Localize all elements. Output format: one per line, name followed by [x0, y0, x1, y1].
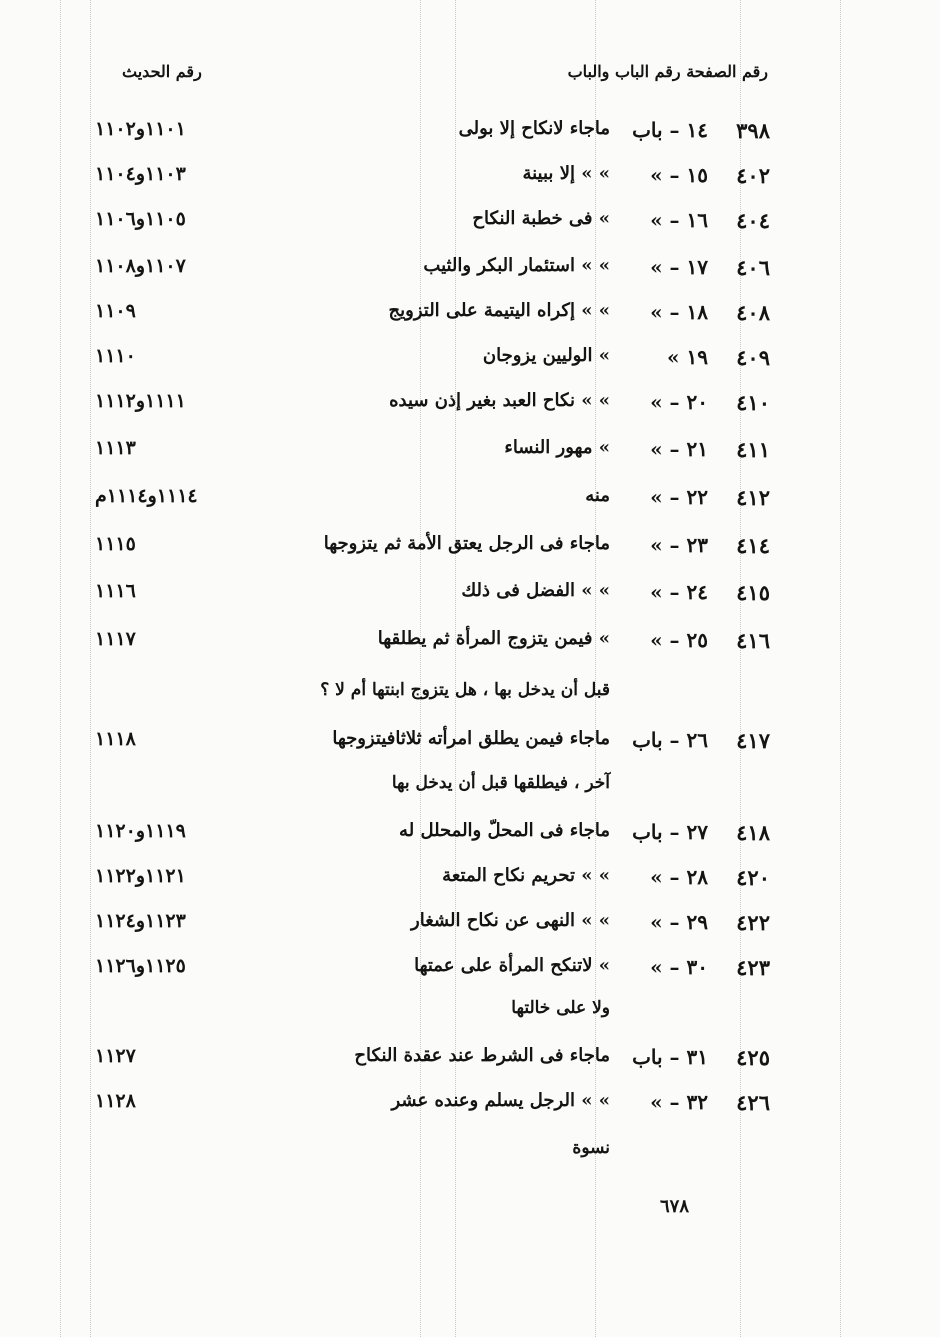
hadith-number-cell: ١١٢٣و١١٢٤: [95, 910, 186, 932]
chapter-number-cell: ٢١ – »: [650, 437, 708, 461]
page-number-cell: ٤٢٠: [736, 865, 770, 890]
chapter-title-cell: » الوليين يزوجان: [482, 345, 610, 366]
chapter-number-cell: ٢٠ – »: [650, 390, 708, 414]
chapter-number-cell: ١٥ – »: [650, 163, 708, 187]
chapter-number-cell: ٣١ – باب: [632, 1045, 708, 1069]
table-row: [0, 820, 940, 864]
table-row: [0, 580, 940, 624]
page-number-cell: ٤١٠: [736, 390, 770, 415]
chapter-title-cell: » » نكاح العبد بغير إذن سيده: [389, 390, 610, 411]
chapter-title-cell: » فيمن يتزوج المرأة ثم يطلقها: [377, 628, 610, 649]
chapter-title-cell: » مهور النساء: [504, 437, 610, 458]
continuation-line: ولا على خالتها: [511, 998, 610, 1018]
chapter-number-cell: ٣٠ – »: [650, 955, 708, 979]
page-number-cell: ٤٢٢: [736, 910, 770, 935]
chapter-number-cell: ٢٤ – »: [650, 580, 708, 604]
hadith-number-cell: ١١١٣: [95, 437, 136, 459]
chapter-title-cell: » فى خطبة النكاح: [472, 208, 610, 229]
chapter-number-cell: ٢٩ – »: [650, 910, 708, 934]
chapter-title-cell: ماجاء فيمن يطلق امرأته ثلاثافيتزوجها: [332, 728, 610, 749]
page-number-cell: ٤٠٢: [736, 163, 770, 188]
table-row: [0, 208, 940, 252]
chapter-number-cell: ٢٣ – »: [650, 533, 708, 557]
continuation-line: نسوة: [572, 1138, 610, 1158]
hadith-number-cell: ١١١١و١١١٢: [95, 390, 186, 412]
table-row: [0, 118, 940, 162]
page-number-cell: ٤١٦: [736, 628, 770, 653]
table-row: [0, 728, 940, 772]
table-row: [0, 390, 940, 434]
page-number-cell: ٤١٤: [736, 533, 770, 558]
hadith-number-cell: ١١٢٨: [95, 1090, 136, 1112]
header-page-chapter-label: رقم الصفحة رقم الباب والباب: [567, 62, 768, 81]
chapter-title-cell: » » استئمار البكر والثيب: [423, 255, 610, 276]
hadith-number-cell: ١١١٧: [95, 628, 136, 650]
table-row: [0, 345, 940, 389]
page-number-cell: ٤٢٦: [736, 1090, 770, 1115]
hadith-number-cell: ١١٢٧: [95, 1045, 136, 1067]
hadith-number-cell: ١١٠٧و١١٠٨: [95, 255, 186, 277]
hadith-number-cell: ١١٠٩: [95, 300, 136, 322]
table-row: [0, 628, 940, 672]
page-number-cell: ٤١٧: [736, 728, 770, 753]
hadith-number-cell: ١١٠١و١١٠٢: [95, 118, 186, 140]
chapter-number-cell: ٢٦ – باب: [632, 728, 708, 752]
page-number-cell: ٤١٨: [736, 820, 770, 845]
chapter-title-cell: » » الفضل فى ذلك: [461, 580, 610, 601]
continuation-line: آخر ، فيطلقها قبل أن يدخل بها: [391, 773, 610, 793]
chapter-number-cell: ١٩ »: [667, 345, 708, 369]
table-row: [0, 1045, 940, 1089]
header-hadith-number-label: رقم الحديث: [122, 62, 202, 81]
table-row: [0, 163, 940, 207]
chapter-number-cell: ٢٥ – »: [650, 628, 708, 652]
table-row: [0, 955, 940, 999]
chapter-title-cell: ماجاء لانكاح إلا بولى: [458, 118, 610, 139]
chapter-title-cell: ماجاء فى المحلّ والمحلل له: [399, 820, 610, 841]
chapter-number-cell: ١٧ – »: [650, 255, 708, 279]
table-row: [0, 485, 940, 529]
page-number-cell: ٤١١: [736, 437, 770, 462]
chapter-number-cell: ٣٢ – »: [650, 1090, 708, 1114]
table-row: [0, 910, 940, 954]
chapter-number-cell: ٢٢ – »: [650, 485, 708, 509]
chapter-title-cell: » » الرجل يسلم وعنده عشر: [391, 1090, 610, 1111]
chapter-number-cell: ١٦ – »: [650, 208, 708, 232]
page-number-cell: ٤٠٨: [736, 300, 770, 325]
page-number-cell: ٤١٢: [736, 485, 770, 510]
table-row: [0, 1090, 940, 1134]
hadith-number-cell: ١١١٦: [95, 580, 136, 602]
hadith-number-cell: ١١٠٥و١١٠٦: [95, 208, 186, 230]
chapter-number-cell: ١٨ – »: [650, 300, 708, 324]
chapter-number-cell: ٢٨ – »: [650, 865, 708, 889]
hadith-number-cell: ١١١٩و١١٢٠: [95, 820, 186, 842]
continuation-line: قبل أن يدخل بها ، هل يتزوج ابنتها أم لا ؟: [320, 680, 610, 700]
page-number-cell: ٤٠٦: [736, 255, 770, 280]
hadith-number-cell: ١١٠٣و١١٠٤: [95, 163, 186, 185]
chapter-title-cell: » » إلا ببينة: [522, 163, 610, 184]
hadith-number-cell: ١١١٠: [95, 345, 136, 367]
chapter-title-cell: » لاتنكح المرأة على عمتها: [414, 955, 610, 976]
page-number-cell: ٤١٥: [736, 580, 770, 605]
page-number-cell: ٤٢٥: [736, 1045, 770, 1070]
hadith-number-cell: ١١٢١و١١٢٢: [95, 865, 186, 887]
chapter-title-cell: ماجاء فى الرجل يعتق الأمة ثم يتزوجها: [323, 533, 610, 554]
table-row: [0, 533, 940, 577]
hadith-number-cell: ١١١٨: [95, 728, 136, 750]
table-row: [0, 437, 940, 481]
table-row: [0, 300, 940, 344]
hadith-number-cell: ١١١٥: [95, 533, 136, 555]
chapter-title-cell: ماجاء فى الشرط عند عقدة النكاح: [354, 1045, 610, 1066]
page-number: ٦٧٨: [660, 1196, 690, 1217]
chapter-title-cell: » » إكراه اليتيمة على التزويج: [388, 300, 610, 321]
chapter-number-cell: ٢٧ – باب: [632, 820, 708, 844]
chapter-title-cell: منه: [585, 485, 610, 506]
hadith-number-cell: ١١١٤و١١١٤م: [95, 485, 198, 507]
page-number-cell: ٤٠٤: [736, 208, 770, 233]
chapter-title-cell: » » تحريم نكاح المتعة: [442, 865, 610, 886]
chapter-title-cell: » » النهى عن نكاح الشغار: [411, 910, 610, 931]
page-number-cell: ٤٢٣: [736, 955, 770, 980]
table-row: [0, 865, 940, 909]
chapter-number-cell: ١٤ – باب: [632, 118, 708, 142]
table-row: [0, 255, 940, 299]
page-number-cell: ٤٠٩: [736, 345, 770, 370]
page-number-cell: ٣٩٨: [736, 118, 770, 143]
hadith-number-cell: ١١٢٥و١١٢٦: [95, 955, 186, 977]
